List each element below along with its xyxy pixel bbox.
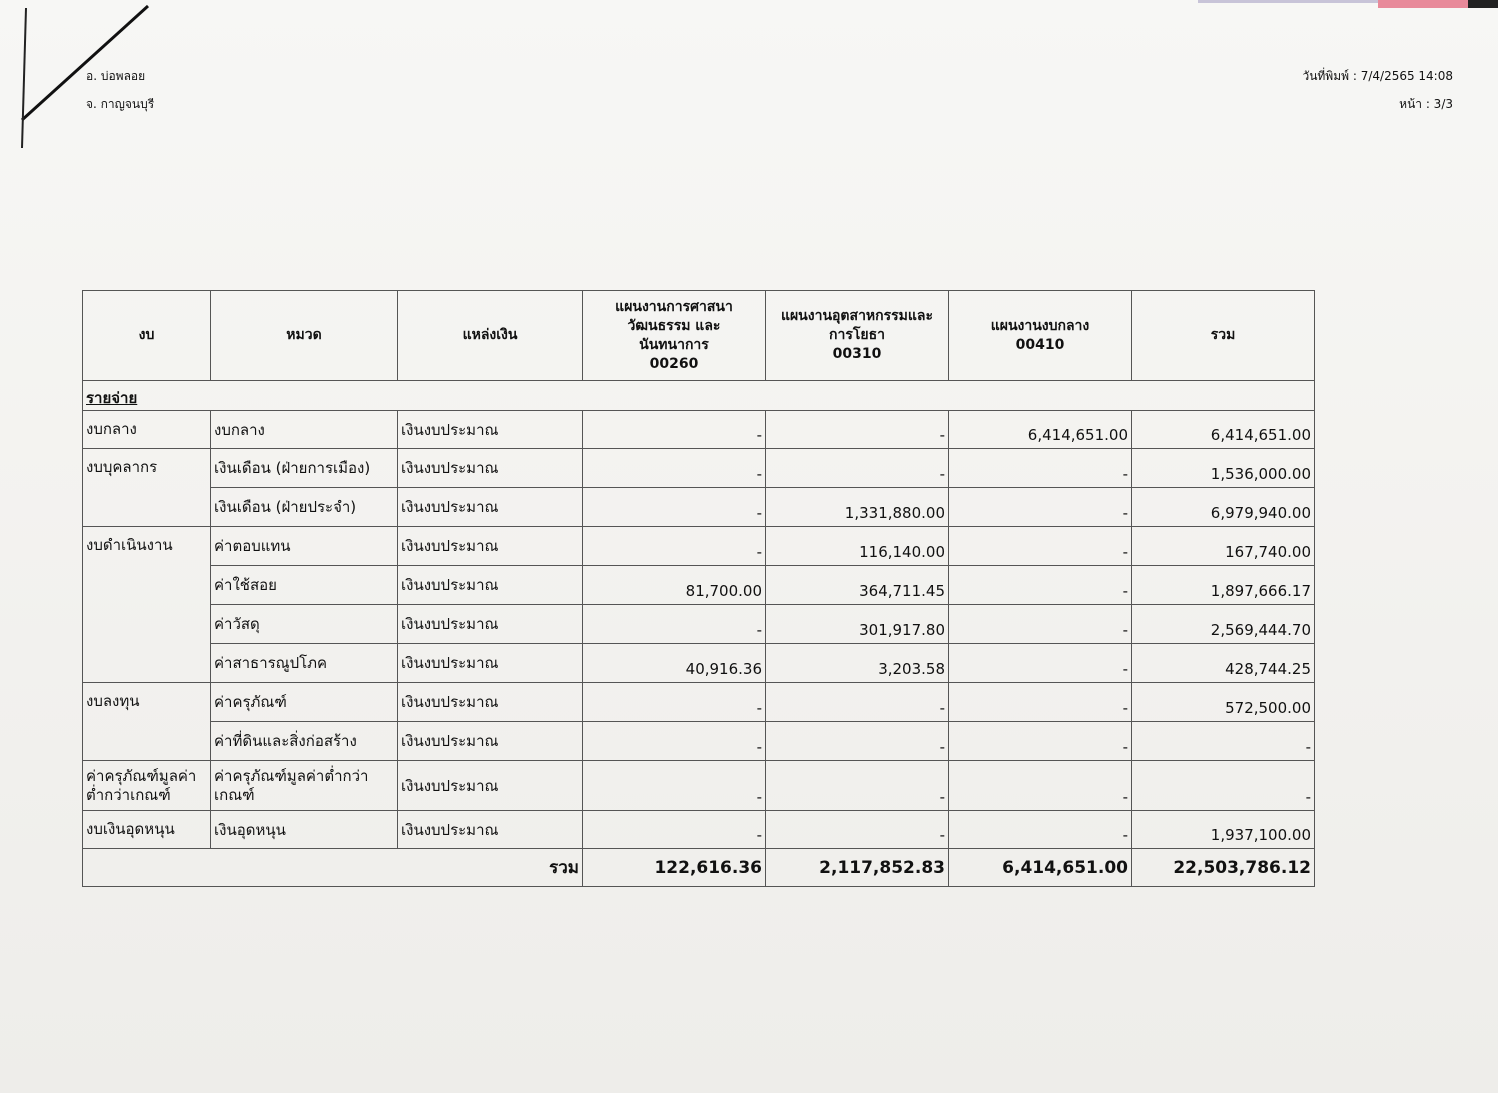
plan-religion-line3: นันทนาการ [639,336,709,353]
cell-plan-central: - [949,761,1132,811]
cell-total: 6,979,940.00 [1132,488,1315,527]
cell-plan-religion: - [583,683,766,722]
cell-total: 1,937,100.00 [1132,811,1315,849]
cell-category: ค่าวัสดุ [211,605,398,644]
cell-source: เงินงบประมาณ [398,449,583,488]
plan-central-code: 00410 [1015,336,1065,353]
cell-total: 2,569,444.70 [1132,605,1315,644]
plan-religion-code: 00260 [649,355,699,372]
plan-religion-line2: วัฒนธรรม และ [627,317,721,334]
cell-plan-religion: - [583,811,766,849]
table-header-row [83,291,1315,381]
table-row [83,488,1315,527]
cell-plan-industry: - [766,761,949,811]
cell-budget: งบบุคลากร [83,449,211,527]
cell-category: ค่าครุภัณฑ์มูลค่าต่ำกว่าเกณฑ์ [211,761,398,811]
cell-category: ค่าใช้สอย [211,566,398,605]
cell-plan-religion: - [583,605,766,644]
col-header-total: รวม [1132,291,1315,381]
cell-source: เงินงบประมาณ [398,683,583,722]
district-label: อ. บ่อพลอย [86,69,146,83]
cell-total: - [1132,761,1315,811]
cell-source: เงินงบประมาณ [398,761,583,811]
plan-industry-code: 00310 [832,346,882,362]
cell-plan-central: 6,414,651.00 [949,411,1132,449]
col-header-source: แหล่งเงิน [398,291,583,381]
cell-total: 1,536,000.00 [1132,449,1315,488]
paper-edge-strip [1198,0,1498,8]
total-plan-industry: 2,117,852.83 [766,849,949,887]
table-row [83,761,1315,811]
total-grand: 22,503,786.12 [1132,849,1315,887]
cell-plan-religion: 81,700.00 [583,566,766,605]
cell-plan-industry: 116,140.00 [766,527,949,566]
total-plan-religion: 122,616.36 [583,849,766,887]
cell-plan-religion: - [583,722,766,761]
cell-source: เงินงบประมาณ [398,411,583,449]
cell-budget: งบกลาง [83,411,211,449]
col-header-plan-religion [583,291,766,381]
cell-plan-central: - [949,722,1132,761]
plan-industry-line2: การโยธา [829,327,885,343]
cell-total: 6,414,651.00 [1132,411,1315,449]
cell-plan-central: - [949,644,1132,683]
cell-total: 167,740.00 [1132,527,1315,566]
cell-budget: ค่าครุภัณฑ์มูลค่าต่ำกว่าเกณฑ์ [83,761,211,811]
table-row [83,411,1315,449]
table-row [83,605,1315,644]
cell-plan-industry: - [766,722,949,761]
cell-source: เงินงบประมาณ [398,488,583,527]
cell-category: เงินเดือน (ฝ่ายประจำ) [211,488,398,527]
cell-total: 572,500.00 [1132,683,1315,722]
cell-plan-religion: - [583,488,766,527]
cell-category: เงินเดือน (ฝ่ายการเมือง) [211,449,398,488]
plan-religion-line1: แผนงานการศาสนา [615,298,733,315]
totals-row [83,849,1315,887]
cell-category: ค่าตอบแทน [211,527,398,566]
cell-plan-religion: - [583,449,766,488]
cell-source: เงินงบประมาณ [398,605,583,644]
cell-plan-religion: - [583,761,766,811]
cell-plan-central: - [949,683,1132,722]
cell-source: เงินงบประมาณ [398,811,583,849]
section-label: รายจ่าย [83,381,1315,411]
cell-category: ค่าครุภัณฑ์ [211,683,398,722]
table-row [83,566,1315,605]
cell-source: เงินงบประมาณ [398,644,583,683]
table-row [83,722,1315,761]
cell-source: เงินงบประมาณ [398,722,583,761]
cell-plan-central: - [949,449,1132,488]
cell-plan-industry: 364,711.45 [766,566,949,605]
cell-category: เงินอุดหนุน [211,811,398,849]
total-plan-central: 6,414,651.00 [949,849,1132,887]
section-row-expenses [83,381,1315,411]
col-header-plan-central [949,291,1132,381]
cell-total: 1,897,666.17 [1132,566,1315,605]
page-number-label: หน้า : 3/3 [1399,97,1453,111]
cell-plan-industry: - [766,411,949,449]
cell-plan-religion: - [583,527,766,566]
col-header-plan-industry [766,291,949,381]
cell-plan-industry: - [766,449,949,488]
plan-industry-line1: แผนงานอุตสาหกรรมและ [780,308,934,324]
table-row [83,644,1315,683]
province-label: จ. กาญจนบุรี [86,97,155,111]
cell-plan-central: - [949,488,1132,527]
budget-report-table [82,290,1315,887]
cell-total: - [1132,722,1315,761]
cell-budget: งบเงินอุดหนุน [83,811,211,849]
cell-plan-central: - [949,811,1132,849]
cell-plan-central: - [949,527,1132,566]
cell-plan-central: - [949,566,1132,605]
cell-category: ค่าสาธารณูปโภค [211,644,398,683]
cell-plan-religion: - [583,411,766,449]
cell-plan-industry: 3,203.58 [766,644,949,683]
col-header-category: หมวด [211,291,398,381]
cell-plan-central: - [949,605,1132,644]
cell-plan-industry: - [766,683,949,722]
cell-source: เงินงบประมาณ [398,527,583,566]
cell-category: งบกลาง [211,411,398,449]
print-date-label: วันที่พิมพ์ : 7/4/2565 14:08 [1302,69,1453,83]
header-location [86,62,154,118]
cell-budget: งบดำเนินงาน [83,527,211,683]
cell-category: ค่าที่ดินและสิ่งก่อสร้าง [211,722,398,761]
table-row [83,811,1315,849]
cell-plan-industry: 1,331,880.00 [766,488,949,527]
table-row [83,449,1315,488]
table-row [83,527,1315,566]
cell-plan-religion: 40,916.36 [583,644,766,683]
cell-source: เงินงบประมาณ [398,566,583,605]
cell-plan-industry: - [766,811,949,849]
table-row [83,683,1315,722]
totals-label: รวม [83,849,583,887]
header-print-info [1302,62,1453,118]
plan-central-line1: แผนงานงบกลาง [990,317,1090,334]
col-header-budget: งบ [83,291,211,381]
cell-budget: งบลงทุน [83,683,211,761]
cell-plan-industry: 301,917.80 [766,605,949,644]
cell-total: 428,744.25 [1132,644,1315,683]
